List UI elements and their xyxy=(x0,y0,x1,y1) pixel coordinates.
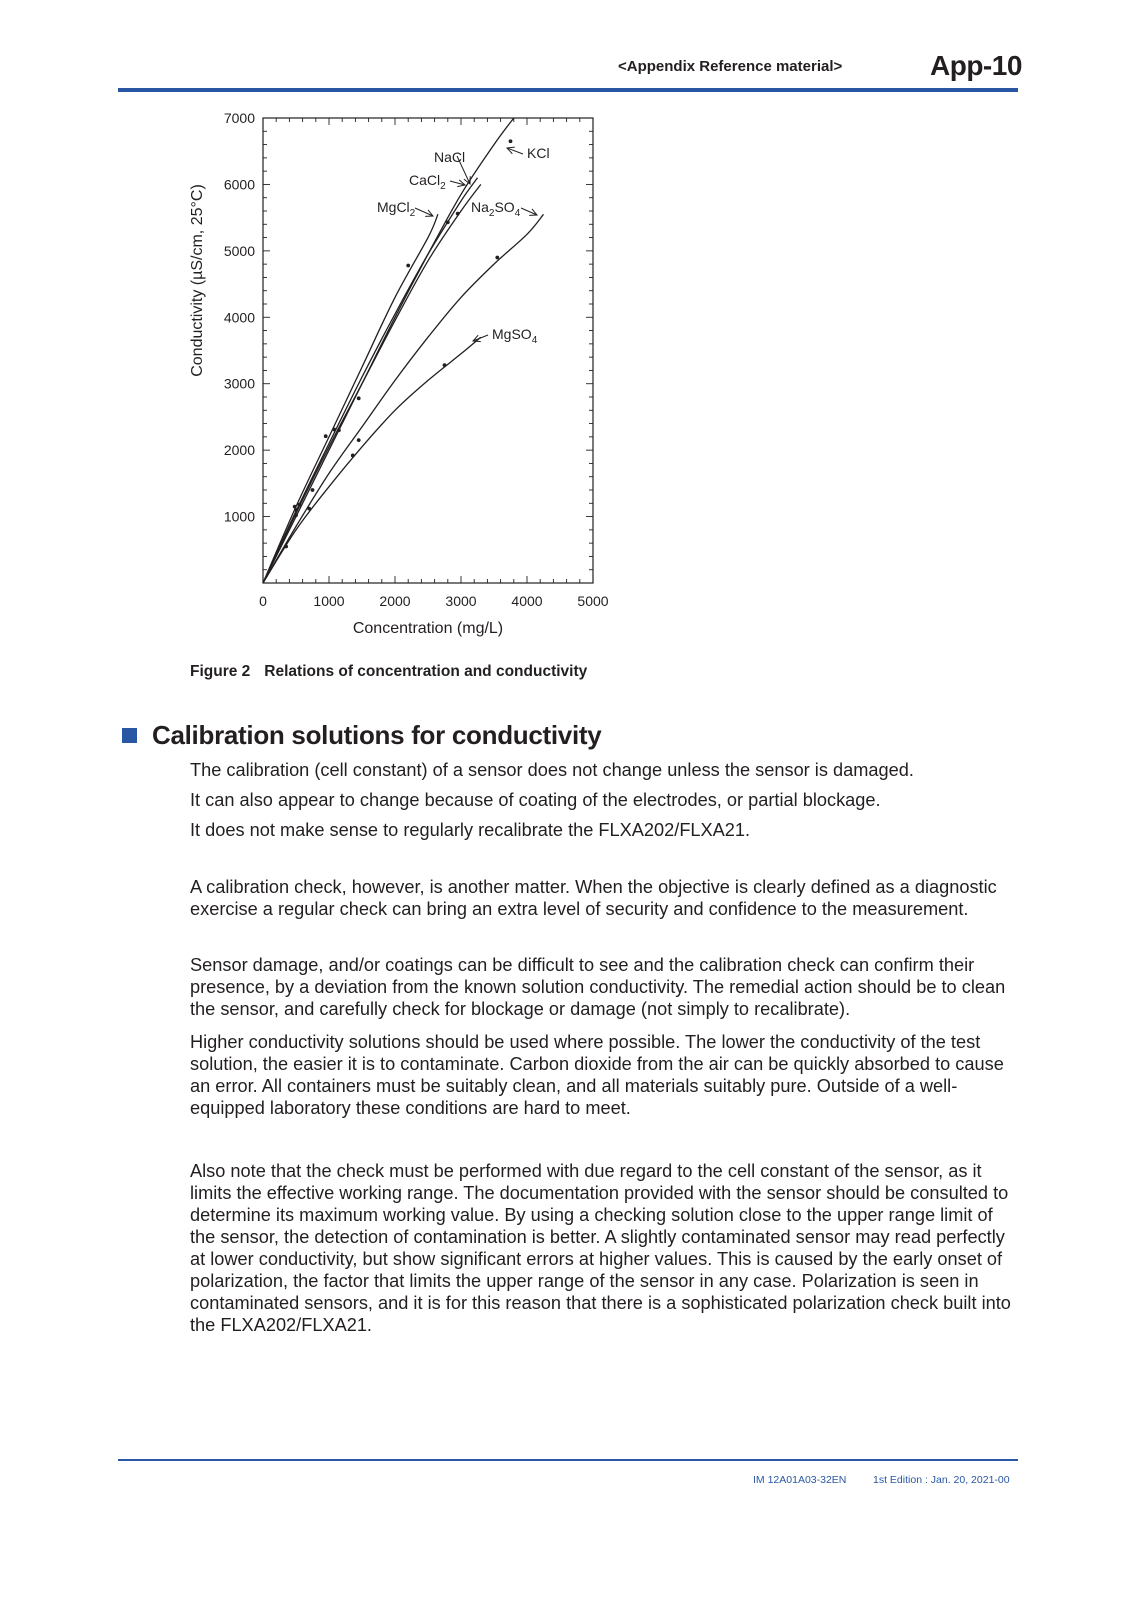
chart-series xyxy=(263,118,544,583)
y-tick-label: 1000 xyxy=(223,508,255,525)
paragraph: Higher conductivity solutions should be used where possible. The lower the conductivity of the test solution, the easier it is to contaminate. Carbon dioxide from the air can be quickly absorbed to cause an error. All containers must be suitably clean, and all materials suitably pure. Outside of a well-equipped laboratory these conditions are hard to meet. xyxy=(190,1032,1004,1118)
section-bullet-icon xyxy=(122,728,137,743)
x-tick-label: 2000 xyxy=(379,593,411,609)
data-point-kcl xyxy=(509,139,513,143)
paragraph: The calibration (cell constant) of a sensor does not change unless the sensor is damaged. xyxy=(190,760,914,780)
series-label-nacl: NaCl xyxy=(434,149,466,165)
series-line-mgso4 xyxy=(263,337,481,583)
y-tick-label: 2000 xyxy=(223,442,255,459)
data-point-na2so4 xyxy=(311,488,315,492)
x-axis-label: Concentration (mg/L) xyxy=(352,620,504,637)
series-label-kcl: KCl xyxy=(527,145,550,161)
footer-edition: 1st Edition : Jan. 20, 2021-00 xyxy=(873,1474,1010,1486)
data-point-mgcl2 xyxy=(406,264,410,268)
y-tick-label: 3000 xyxy=(223,375,255,392)
y-axis-label: Conductivity (µS/cm, 25°C) xyxy=(189,184,206,377)
paragraph: Sensor damage, and/or coatings can be difficult to see and the calibration check can confirm their presence, by a deviation from the known solution conductivity. The remedial action should be to clean the sensor, and carefully check for blockage or damage (not simply to recalibrate). xyxy=(190,955,1006,1019)
y-tick-label: 4000 xyxy=(223,309,255,326)
series-line-cacl2 xyxy=(263,184,481,583)
data-point-na2so4 xyxy=(357,438,361,442)
data-point-cacl2 xyxy=(357,396,361,400)
paragraph: A calibration check, however, is another matter. When the objective is clearly defined as a diagnostic exercise a regular check can bring an extra level of security and confidence to the measurement. xyxy=(190,877,997,919)
data-point-na2so4 xyxy=(495,256,499,260)
figure-caption xyxy=(190,663,587,681)
data-point-mgcl2 xyxy=(324,434,328,438)
series-line-kcl xyxy=(263,118,514,583)
paragraph: It can also appear to change because of coating of the electrodes, or partial blockage. xyxy=(190,790,881,810)
x-tick-label: 5000 xyxy=(577,593,609,609)
data-point-nacl xyxy=(446,220,450,224)
series-line-nacl xyxy=(263,178,478,583)
chart-axes xyxy=(189,110,609,637)
data-point-mgso4 xyxy=(307,507,311,511)
header-rule xyxy=(118,88,1018,92)
data-point-mgcl2 xyxy=(293,505,297,509)
x-tick-label: 3000 xyxy=(445,593,477,609)
x-tick-label: 1000 xyxy=(313,593,345,609)
y-tick-label: 6000 xyxy=(223,176,255,193)
section-title: Calibration solutions for conductivity xyxy=(152,720,602,750)
data-point-mgso4 xyxy=(351,454,355,458)
data-point-cacl2 xyxy=(456,212,460,216)
footer-doc-number: IM 12A01A03-32EN xyxy=(753,1474,847,1486)
section-heading xyxy=(122,720,601,751)
series-line-na2so4 xyxy=(263,214,544,583)
x-tick-label: 4000 xyxy=(511,593,543,609)
footer-rule xyxy=(118,1459,1018,1461)
x-tick-label: 0 xyxy=(259,593,267,609)
series-label-na2so4: $Na_2SO_4$ xyxy=(471,199,521,219)
header-section-title: <Appendix Reference material> xyxy=(618,58,843,75)
paragraph: Also note that the check must be performed with due regard to the cell constant of the sensor, as it limits the effective working range. The documentation provided with the sensor should be consulted to determine its maximum working value. By using a checking solution close to the upper range limit of the sensor, the detection of contamination is better. A slightly contaminated sensor may read perfectly at lower conductivity, but show significant errors at higher values. This is caused by the early onset of polarization, the factor that limits the upper range of the sensor in any case. Polarization is seen in contaminated sensors, and it is for this reason that there is a sophisticated polarization check built into the FLXA202/FLXA21. xyxy=(190,1161,1011,1335)
y-tick-label: 5000 xyxy=(223,242,255,259)
data-point-mgso4 xyxy=(443,363,447,367)
conductivity-chart xyxy=(185,108,635,653)
header-page-number: App-10 xyxy=(930,50,1022,81)
y-tick-label: 7000 xyxy=(223,110,255,126)
figure-title: Relations of concentration and conductivity xyxy=(264,663,588,680)
data-point-mgso4 xyxy=(284,545,288,549)
series-label-mgcl2: MgCl$_2$ xyxy=(377,199,416,219)
chart-labels xyxy=(377,145,550,346)
figure-number: Figure 2 xyxy=(190,663,251,680)
series-label-mgso4: MgSO$_4$ xyxy=(492,326,538,346)
paragraph: It does not make sense to regularly recalibrate the FLXA202/FLXA21. xyxy=(190,820,751,840)
series-label-cacl2: CaCl$_2$ xyxy=(409,172,446,192)
